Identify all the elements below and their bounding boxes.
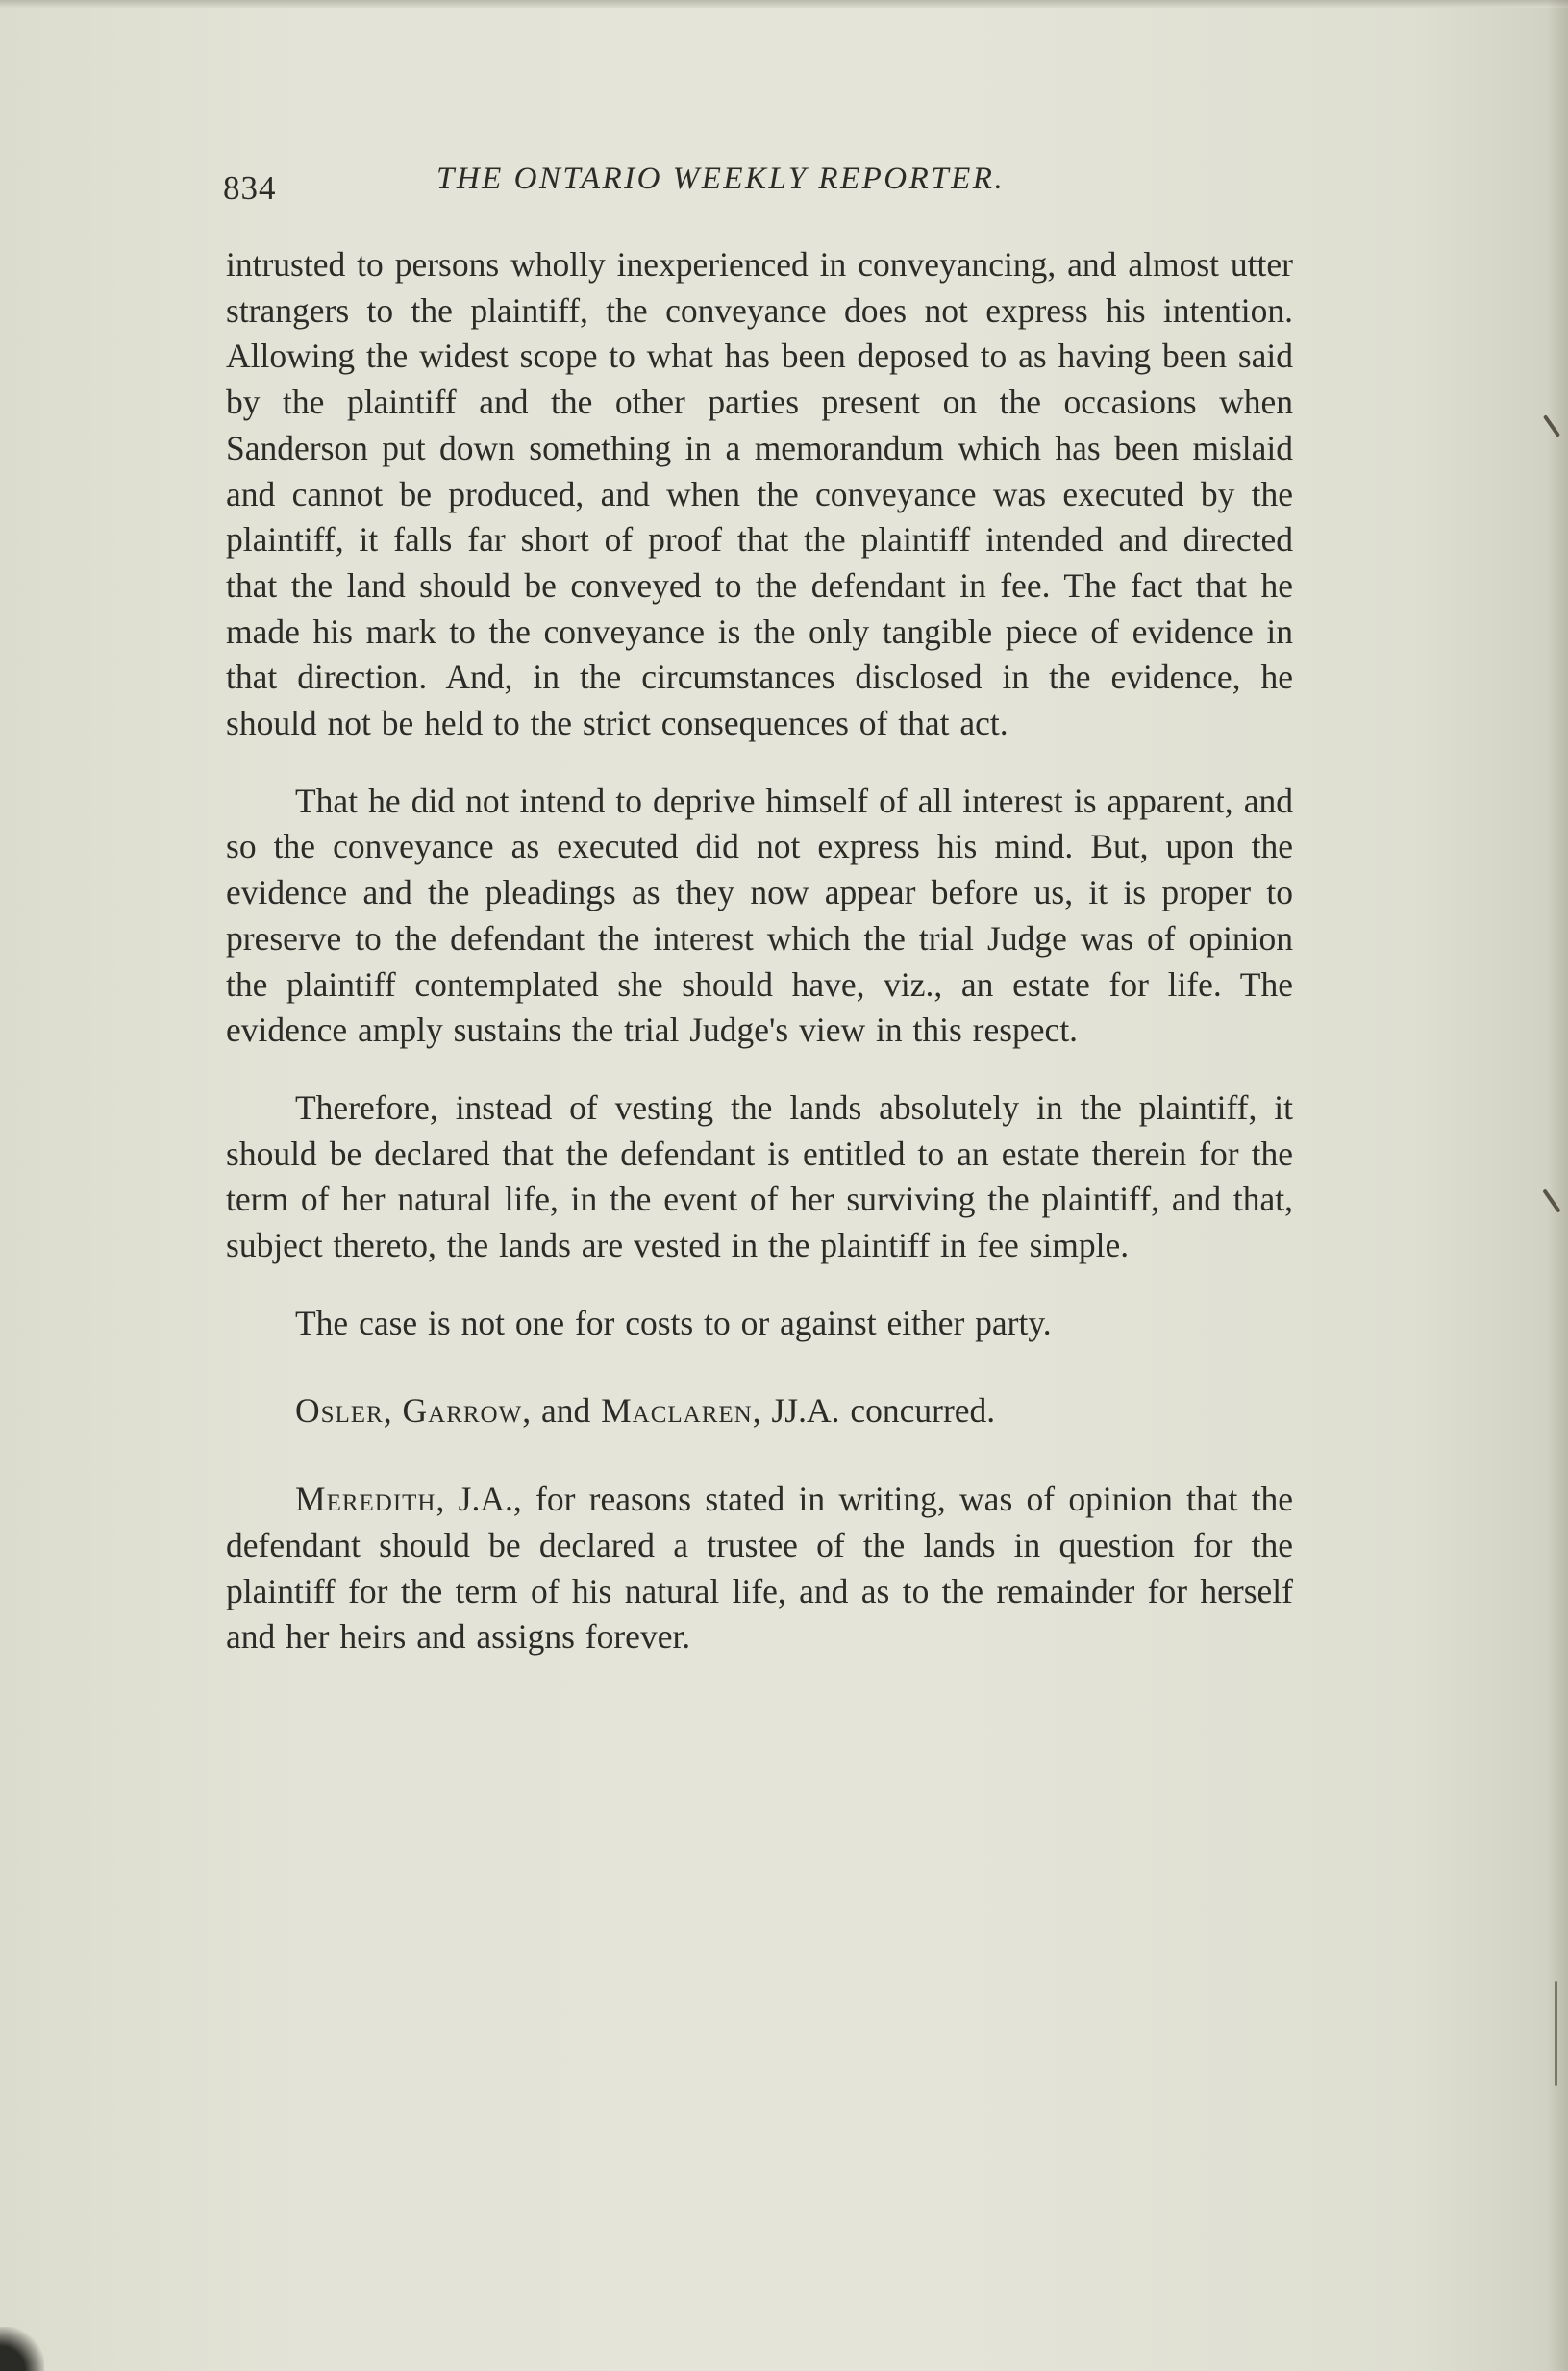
page-top-edge — [0, 0, 1568, 8]
body-text — [226, 242, 1293, 1660]
running-title: THE ONTARIO WEEKLY REPORTER. — [436, 162, 1006, 196]
judge-name: Maclaren — [601, 1391, 753, 1431]
judge-name: Meredith — [295, 1480, 436, 1519]
page-corner-shadow — [0, 2327, 44, 2371]
separator: , and — [522, 1391, 602, 1431]
edge-mark — [1555, 1981, 1557, 2086]
paragraph-dissent — [226, 1477, 1293, 1660]
concurrence-text: , JJ.A. concurred. — [752, 1391, 996, 1431]
paragraph-3: Therefore, instead of vesting the lands absolutely in the plaintiff, it should be declared that the defendant is entitled to an estate therein for the term of her natural life, in the event of her surviving the plaintiff, and that, subject thereto, the lands are vested in the plaintiff in fee simple. — [226, 1087, 1293, 1265]
paragraph-2: That he did not intend to deprive himself of all interest is apparent, and so the conveyance as executed did not express his mind. But, upon the evidence and the pleadings as they now appear before us, it is proper to preserve to the defendant the interest which the trial Judge was of opinion the plaintiff contemplated she should have, viz., an estate for life. The evidence amply sustains the trial Judge's view in this respect. — [226, 781, 1293, 1050]
separator: , — [383, 1391, 403, 1431]
page-header — [223, 162, 1069, 210]
page-number: 834 — [223, 169, 277, 207]
judge-name: Garrow — [402, 1391, 523, 1431]
paragraph-4: The case is not one for costs to or against either party. — [295, 1303, 1052, 1342]
judge-name: Osler — [295, 1391, 384, 1431]
page-right-edge — [1547, 0, 1568, 2371]
dissent-text: , J.A., for reasons stated in writing, was of opinion that the defendant should be declared a trustee of the lands in question for the plaintiff for the term of his natural life, and as to the remainder for herself and her heirs and assigns forever. — [226, 1480, 1293, 1657]
paragraph-concurrence — [226, 1388, 1293, 1435]
paragraph-1: intrusted to persons wholly inexperienced in conveyancing, and almost utter strangers to the plaintiff, the conveyance does not express his intention. Allowing the widest scope to what has been deposed to as having been said by the plaintiff and the other parties present on the occasions when Sanderson put down something in a memorandum which has been mislaid and cannot be produced, and when the conveyance was executed by the plaintiff, it falls far short of proof that the plaintiff intended and directed that the land should be conveyed to the defendant in fee. The fact that he made his mark to the conveyance is the only tangible piece of evidence in that direction. And, in the circumstances disclosed in the evidence, he should not be held to the strict consequences of that act. — [226, 245, 1293, 743]
